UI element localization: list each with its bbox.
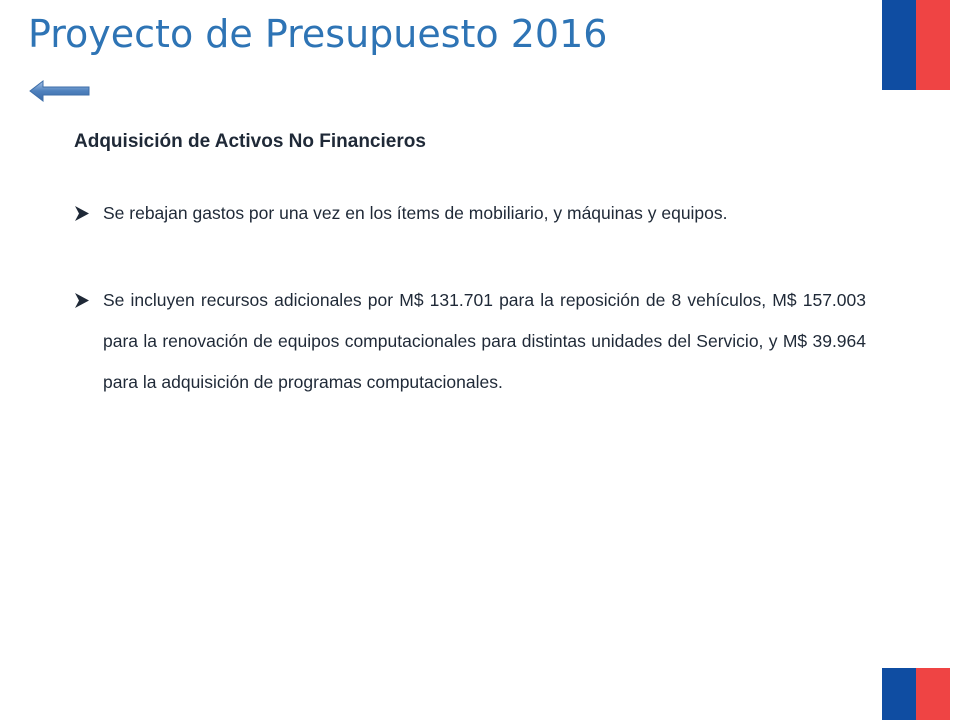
left-arrow-icon [28,78,92,104]
bullet-text: Se incluyen recursos adicionales por M$ 131.701 para la reposición de 8 vehículos, M$ 157.003 para la renovación de equipos computacionales para distintas unidades del Servicio, y M$ 39.964 para la adquisición de programas computacionales. [103,290,866,392]
arrowhead-bullet-icon [74,205,90,222]
section-heading: Adquisición de Activos No Financieros [74,131,426,152]
chile-flag-decoration-bottom [882,668,950,720]
flag-blue-stripe [882,668,916,720]
flag-blue-stripe [882,0,916,90]
back-button[interactable] [28,78,92,104]
flag-red-stripe [916,668,950,720]
arrowhead-bullet-icon [74,292,90,309]
flag-red-stripe [916,0,950,90]
bullet-text: Se rebajan gastos por una vez en los ítems de mobiliario, y máquinas y equipos. [103,203,728,223]
chile-flag-decoration-top [882,0,950,90]
bullet-item [74,193,866,234]
page-title: Proyecto de Presupuesto 2016 [28,12,608,56]
bullet-item [74,280,866,403]
bullet-list [74,193,866,449]
